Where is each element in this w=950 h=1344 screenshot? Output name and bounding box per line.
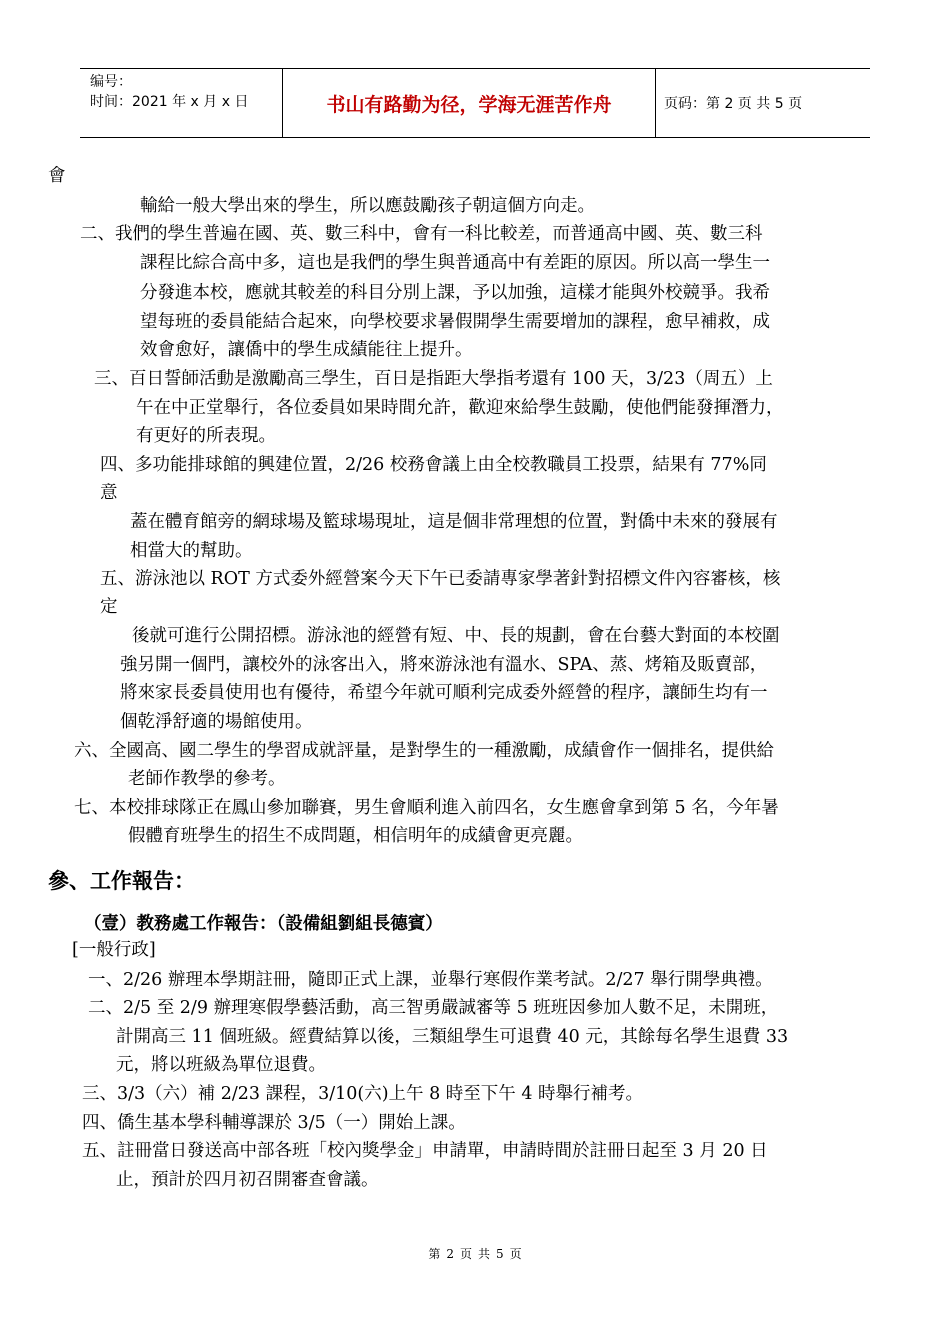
body-line: 意 bbox=[100, 483, 118, 503]
body-line: 相當大的幫助。 bbox=[130, 541, 253, 561]
body-line: 假體育班學生的招生不成問題，相信明年的成績會更亮麗。 bbox=[128, 826, 583, 846]
footer-di: 第 bbox=[428, 1247, 441, 1261]
body-line: 課程比綜合高中多，這也是我們的學生與普通高中有差距的原因。所以高一學生一 bbox=[140, 253, 770, 273]
body-line: 午在中正堂舉行，各位委員如果時間允許，歡迎來給學生鼓勵，使他們能發揮潛力， bbox=[136, 398, 784, 418]
header-motto: 书山有路勤为径，学海无涯苦作舟 bbox=[282, 69, 656, 137]
body-line: 計開高三 11 個班級。經費結算以後，三類組學生可退費 40 元，其餘每名學生退費 33 bbox=[116, 1027, 789, 1047]
body-line: 強另開一個門，讓校外的泳客出入，將來游泳池有溫水、SPA、蒸、烤箱及販賣部， bbox=[120, 655, 768, 675]
footer-page-number: 2 bbox=[446, 1247, 454, 1261]
body-line: 望每班的委員能結合起來，向學校要求暑假開學生需要增加的課程，愈早補救，成 bbox=[140, 312, 770, 332]
body-line: 有更好的所表現。 bbox=[136, 426, 276, 446]
body-line: 老師作教學的參考。 bbox=[128, 769, 286, 789]
body-line: 後就可進行公開招標。游泳池的經營有短、中、長的規劃，會在台藝大對面的本校圍 bbox=[132, 626, 780, 646]
body-line: 輸給一般大學出來的學生，所以應鼓勵孩子朝這個方向走。 bbox=[140, 196, 595, 216]
body-line: 分發進本校，應就其較差的科目分別上課，予以加強，這樣才能與外校競爭。我希 bbox=[140, 283, 770, 303]
header-page-info: 页码：第 2 页 共 5 页 bbox=[664, 96, 803, 112]
footer-ye: 页 bbox=[459, 1247, 472, 1261]
body-line: 定 bbox=[100, 597, 118, 617]
body-line: 將來家長委員使用也有優待，希望今年就可順利完成委外經營的程序，讓師生均有一 bbox=[120, 683, 768, 703]
body-line: [一般行政] bbox=[72, 940, 156, 960]
footer-ye2: 页 bbox=[509, 1247, 522, 1261]
header-meta bbox=[80, 69, 282, 137]
subsection-title: （壹）教務處工作報告：（設備組劉組長德賓） bbox=[84, 914, 443, 934]
section-title: 參、工作報告： bbox=[48, 868, 195, 893]
page-header bbox=[80, 68, 870, 138]
body-line: 會 bbox=[48, 166, 66, 186]
body-line: 元，將以班級為單位退費。 bbox=[116, 1055, 326, 1075]
body-line: 止，預計於四月初召開審查會議。 bbox=[116, 1170, 379, 1190]
body-line: 三、百日誓師活動是激勵高三學生，百日是指距大學指考還有 100 天，3/23（周五）上 bbox=[94, 369, 773, 389]
body-line: 四、僑生基本學科輔導課於 3/5（一）開始上課。 bbox=[82, 1113, 466, 1133]
body-line: 三、3/3（六）補 2/23 課程，3/10(六)上午 8 時至下午 4 時舉行補考。 bbox=[82, 1084, 644, 1104]
body-line: 一、2/26 辦理本學期註冊，隨即正式上課，並舉行寒假作業考試。2/27 舉行開學典禮。 bbox=[88, 970, 773, 990]
footer-gong: 共 bbox=[478, 1247, 491, 1261]
body-line: 五、游泳池以 ROT 方式委外經營案今天下午已委請專家學著針對招標文件內容審核，核 bbox=[100, 569, 781, 589]
body-line: 效會愈好，讓僑中的學生成績能往上提升。 bbox=[140, 340, 473, 360]
body-line: 蓋在體育館旁的網球場及籃球場現址，這是個非常理想的位置，對僑中未來的發展有 bbox=[130, 512, 778, 532]
body-line: 個乾淨舒適的場館使用。 bbox=[120, 712, 313, 732]
body-line: 二、我們的學生普遍在國、英、數三科中，會有一科比較差，而普通高中國、英、數三科 bbox=[80, 224, 763, 244]
header-date-label: 时间：2021 年 x 月 x 日 bbox=[90, 94, 249, 110]
body-line: 七、本校排球隊正在鳳山參加聯賽，男生會順利進入前四名，女生應會拿到第 5 名，今年暑 bbox=[74, 798, 779, 818]
body-line: 四、多功能排球館的興建位置，2/26 校務會議上由全校教職員工投票，結果有 77%同 bbox=[100, 455, 767, 475]
footer-total-pages: 5 bbox=[496, 1247, 504, 1261]
body-line: 六、全國高、國二學生的學習成就評量，是對學生的一種激勵，成績會作一個排名，提供給 bbox=[74, 741, 774, 761]
body-line: 五、註冊當日發送高中部各班「校內獎學金」申請單，申請時間於註冊日起至 3 月 20 日 bbox=[82, 1141, 768, 1161]
page-footer bbox=[0, 1245, 950, 1262]
header-number-label: 编号： bbox=[90, 74, 132, 90]
body-line: 二、2/5 至 2/9 辦理寒假學藝活動，高三智勇嚴誠審等 5 班班因參加人數不足，未開班， bbox=[88, 998, 779, 1018]
